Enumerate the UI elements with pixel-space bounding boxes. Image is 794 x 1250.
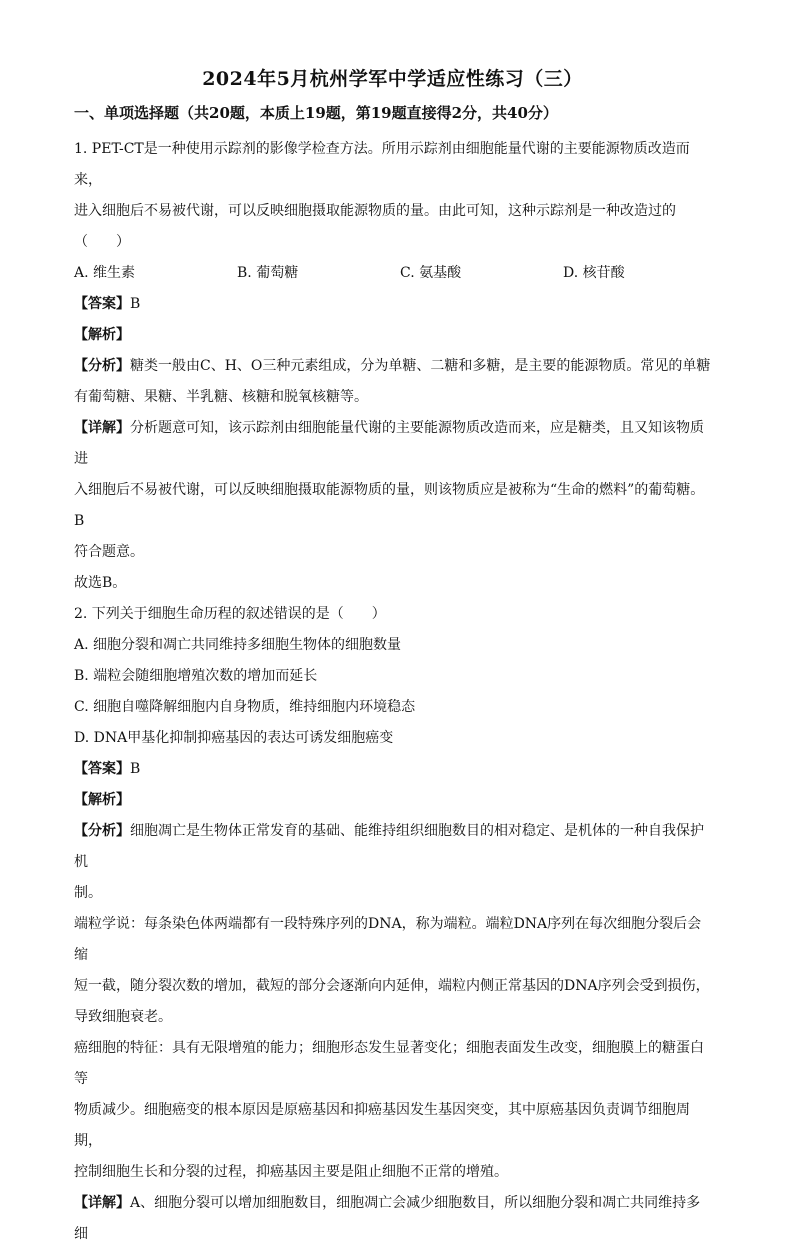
q1-xiangjie-cont: 符合题意。 [74, 544, 144, 560]
answer-value: B [130, 761, 141, 777]
q1-option-d: D. 核苷酸 [563, 265, 625, 281]
xiangjie-text: A、细胞分裂可以增加细胞数目，细胞凋亡会减少细胞数目，所以细胞分裂和凋亡共同维持多细 [74, 1195, 701, 1242]
q1-analysis-heading [74, 320, 711, 351]
answer-tag: 【答案】 [74, 761, 130, 777]
q2-cancer-line: 癌细胞的特征：具有无限增殖的能力；细胞形态发生显著变化；细胞表面发生改变，细胞膜上的糖蛋白等 [74, 1040, 704, 1087]
q1-stem-blank: （ ） [74, 234, 130, 250]
q1-stem-line: 1. PET-CT是一种使用示踪剂的影像学检查方法。所用示踪剂由细胞能量代谢的主要能源物质改造而来， [74, 141, 690, 188]
xiangjie-tag: 【详解】 [74, 420, 130, 436]
fenxi-text: 糖类一般由C、H、O三种元素组成，分为单糖、二糖和多糖，是主要的能源物质。常见的单糖 [130, 358, 711, 374]
q2-telomere-line: 端粒学说：每条染色体两端都有一段特殊序列的DNA，称为端粒。端粒DNA序列在每次细胞分裂后会缩 [74, 916, 702, 963]
q1-fenxi-cont: 有葡萄糖、果糖、半乳糖、核糖和脱氧核糖等。 [74, 389, 368, 405]
question-1 [74, 134, 711, 599]
q1-xiangjie [74, 413, 711, 475]
q2-option-c: C. 细胞自噬降解细胞内自身物质，维持细胞内环境稳态 [74, 699, 416, 715]
q2-stem: 2. 下列关于细胞生命历程的叙述错误的是（ ） [74, 606, 386, 622]
q2-fenxi [74, 816, 711, 878]
q2-option-d: D. DNA甲基化抑制抑癌基因的表达可诱发细胞癌变 [74, 730, 394, 746]
analysis-tag: 【解析】 [74, 327, 130, 343]
q1-answer [74, 289, 711, 320]
q2-cancer-line: 物质减少。细胞癌变的根本原因是原癌基因和抑癌基因发生基因突变，其中原癌基因负责调节细胞周期， [74, 1102, 690, 1149]
q2-fenxi-cont: 制。 [74, 885, 102, 901]
q2-telomere-line: 导致细胞衰老。 [74, 1009, 172, 1025]
q2-analysis-heading [74, 785, 711, 816]
q1-options [74, 258, 711, 289]
q1-conclusion: 故选B。 [74, 575, 127, 591]
section-heading: 一、单项选择题（共20题，本质上19题，第19题直接得2分，共40分） [74, 104, 558, 122]
fenxi-tag: 【分析】 [74, 823, 130, 839]
q1-option-c: C. 氨基酸 [400, 265, 462, 281]
fenxi-tag: 【分析】 [74, 358, 130, 374]
q2-option-b: B. 端粒会随细胞增殖次数的增加而延长 [74, 668, 318, 684]
answer-value: B [130, 296, 141, 312]
q2-telomere-line: 短一截，随分裂次数的增加，截短的部分会逐渐向内延伸，端粒内侧正常基因的DNA序列会受到损伤， [74, 978, 710, 994]
q1-option-b: B. 葡萄糖 [237, 265, 299, 281]
q1-fenxi [74, 351, 711, 382]
q1-option-a: A. 维生素 [74, 265, 136, 281]
q2-option-a: A. 细胞分裂和凋亡共同维持多细胞生物体的细胞数量 [74, 637, 402, 653]
q2-answer [74, 754, 711, 785]
xiangjie-tag: 【详解】 [74, 1195, 130, 1211]
xiangjie-text: 分析题意可知，该示踪剂由细胞能量代谢的主要能源物质改造而来，应是糖类，且又知该物质进 [74, 420, 704, 467]
question-2 [74, 599, 711, 1250]
page-title: 2024年5月杭州学军中学适应性练习（三） [202, 68, 583, 90]
analysis-tag: 【解析】 [74, 792, 130, 808]
answer-tag: 【答案】 [74, 296, 130, 312]
q1-stem-line: 进入细胞后不易被代谢，可以反映细胞摄取能源物质的量。由此可知，这种示踪剂是一种改造过的 [74, 203, 676, 219]
q2-xiangjie [74, 1188, 711, 1250]
q1-xiangjie-cont: 入细胞后不易被代谢，可以反映细胞摄取能源物质的量，则该物质应是被称为“生命的燃料”的葡萄糖。B [74, 482, 705, 529]
q2-cancer-line: 控制细胞生长和分裂的过程，抑癌基因主要是阻止细胞不正常的增殖。 [74, 1164, 508, 1180]
fenxi-text: 细胞凋亡是生物体正常发育的基础、能维持组织细胞数目的相对稳定、是机体的一种自我保护机 [74, 823, 704, 870]
